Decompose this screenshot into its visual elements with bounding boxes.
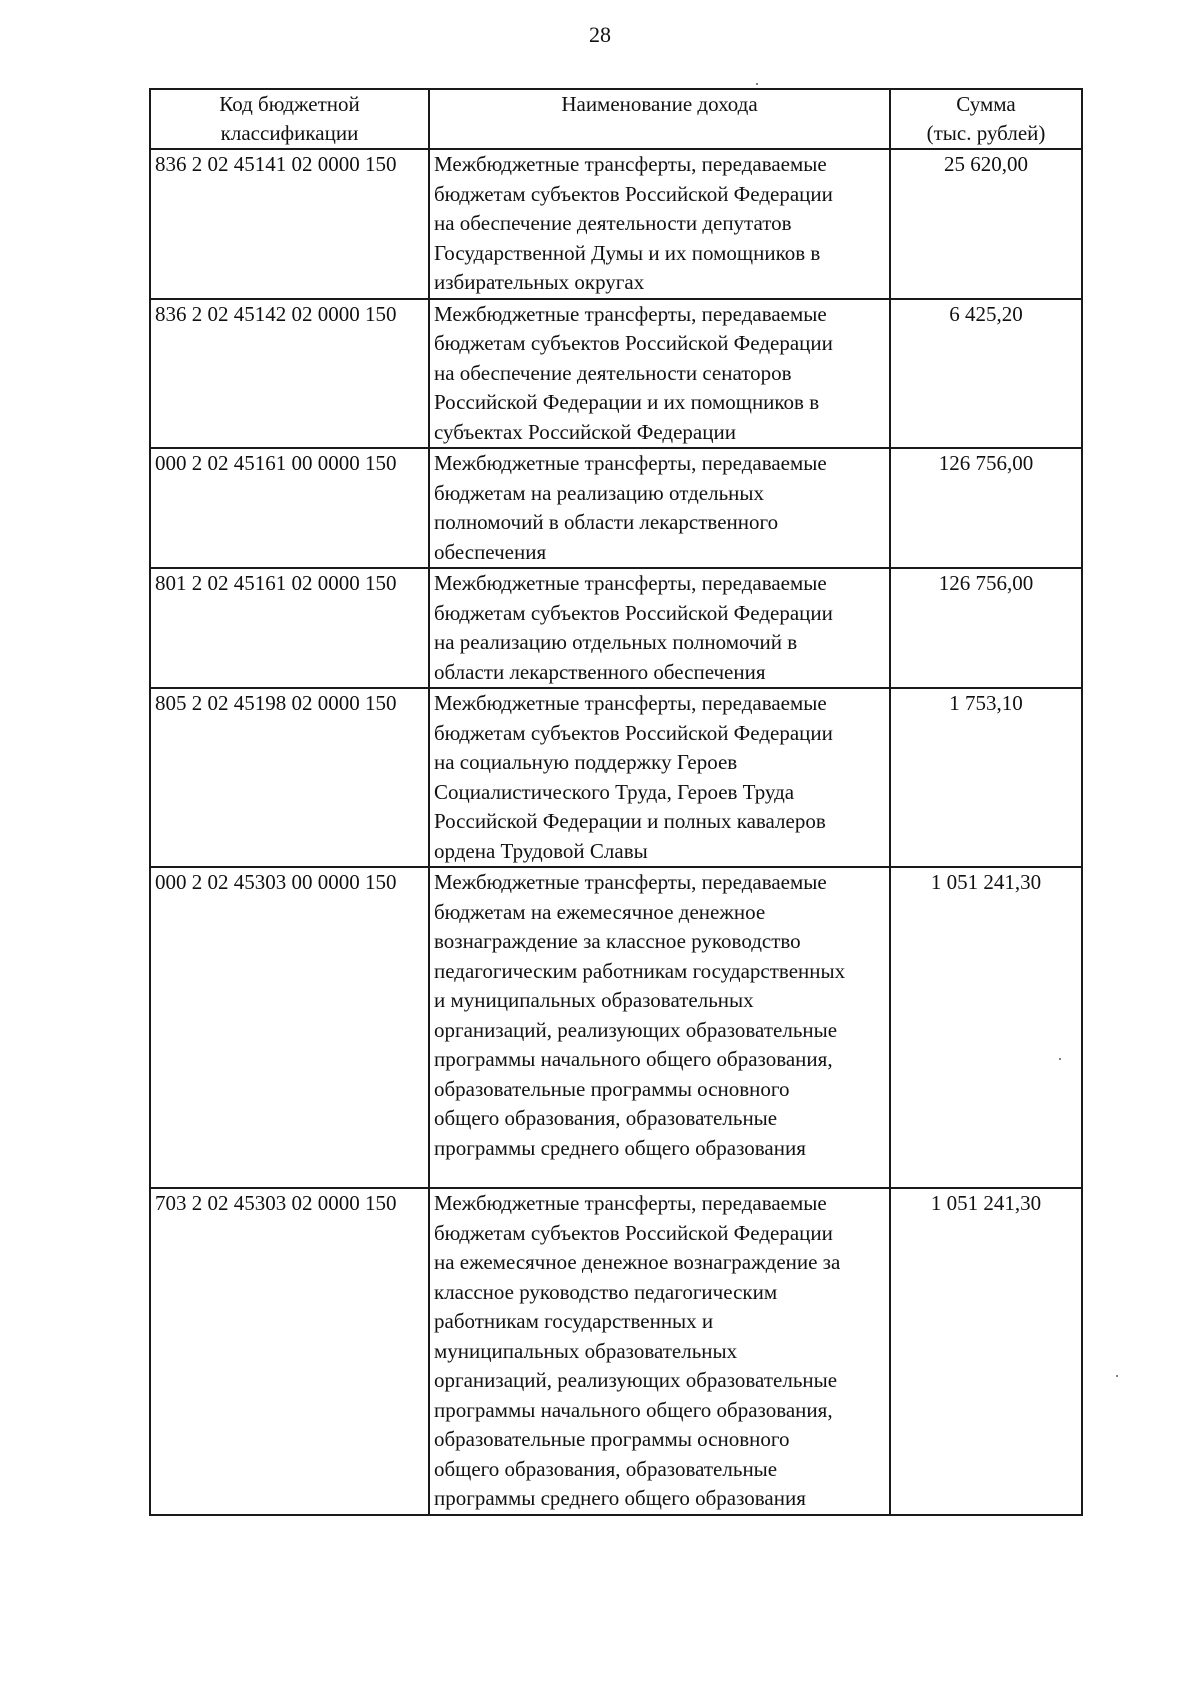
- revenue-name-line: организаций, реализующих образовательные: [434, 1017, 838, 1042]
- revenue-name-line: на ежемесячное денежное вознаграждение за: [434, 1250, 841, 1274]
- revenue-name-line: муниципальных образовательных: [434, 1338, 738, 1363]
- table-body: [150, 149, 1082, 1515]
- amount-cell: 1 051 241,30: [890, 1188, 1082, 1515]
- budget-code-cell: 000 2 02 45303 00 0000 150: [150, 867, 429, 1188]
- table-header-row: [150, 89, 1082, 149]
- revenue-name-line: на социальную поддержку Героев: [434, 750, 738, 774]
- revenue-name-line: обеспечения: [434, 539, 547, 564]
- revenue-name-cell: [429, 568, 890, 688]
- table-row: [150, 149, 1082, 299]
- revenue-name-line: образовательные программы основного: [434, 1427, 790, 1451]
- revenue-name-line: Социалистического Труда, Героев Труда: [434, 779, 795, 804]
- revenue-name-line: работникам государственных и: [434, 1309, 714, 1333]
- revenue-name-line: Российской Федерации и их помощников в: [434, 390, 820, 414]
- revenue-name-line: и муниципальных образовательных: [434, 988, 754, 1012]
- table-row: [150, 299, 1082, 449]
- revenue-name-cell: [429, 1188, 890, 1515]
- revenue-name-line: на обеспечение деятельности депутатов: [434, 211, 792, 235]
- revenue-name-line: бюджетам субъектов Российской Федерации: [434, 600, 833, 625]
- revenue-name-line: классное руководство педагогическим: [434, 1279, 778, 1304]
- revenue-name-line: бюджетам на ежемесячное денежное: [434, 899, 766, 924]
- revenue-name-line: вознаграждение за классное руководство: [434, 929, 801, 953]
- revenue-name-line: программы начального общего образования,: [434, 1047, 833, 1071]
- revenue-name-line: программы среднего общего образования: [434, 1486, 806, 1510]
- revenue-name-line: бюджетам субъектов Российской Федерации: [434, 181, 833, 206]
- revenue-name-cell: [429, 688, 890, 867]
- scan-speck: [756, 83, 758, 85]
- header-name: Наименование дохода: [429, 89, 890, 149]
- budget-code-cell: 703 2 02 45303 02 0000 150: [150, 1188, 429, 1515]
- revenue-name-line: на реализацию отдельных полномочий в: [434, 630, 798, 654]
- table-row: [150, 688, 1082, 867]
- revenue-name-line: Межбюджетные трансферты, передаваемые: [434, 691, 827, 715]
- revenue-name-line: избирательных округах: [434, 270, 645, 294]
- revenue-name-line: общего образования, образовательные: [434, 1456, 778, 1481]
- revenue-name-cell: [429, 867, 890, 1188]
- revenue-name-line: организаций, реализующих образовательные: [434, 1368, 838, 1392]
- revenue-name-line: Межбюджетные трансферты, передаваемые: [434, 870, 827, 894]
- revenue-name-cell: [429, 299, 890, 449]
- revenue-table: [149, 88, 1083, 1516]
- revenue-name-line: программы начального общего образования,: [434, 1397, 833, 1422]
- budget-code-cell: 836 2 02 45141 02 0000 150: [150, 149, 429, 299]
- amount-cell: 6 425,20: [890, 299, 1082, 449]
- revenue-name-line: педагогическим работникам государственных: [434, 958, 846, 983]
- revenue-name-line: бюджетам субъектов Российской Федерации: [434, 1220, 833, 1245]
- table-row: [150, 1188, 1082, 1515]
- revenue-name-line: Межбюджетные трансферты, передаваемые: [434, 301, 827, 326]
- amount-cell: 1 753,10: [890, 688, 1082, 867]
- table-row: [150, 867, 1082, 1188]
- revenue-name-line: образовательные программы основного: [434, 1076, 790, 1101]
- scan-speck: [1116, 1375, 1118, 1377]
- revenue-name-line: Государственной Думы и их помощников в: [434, 240, 821, 265]
- revenue-name-line: Межбюджетные трансферты, передаваемые: [434, 451, 827, 475]
- revenue-name-line: Межбюджетные трансферты, передаваемые: [434, 1191, 827, 1215]
- revenue-name-line: ордена Трудовой Славы: [434, 838, 648, 863]
- budget-code-cell: 805 2 02 45198 02 0000 150: [150, 688, 429, 867]
- revenue-name-cell: [429, 149, 890, 299]
- revenue-name-line: на обеспечение деятельности сенаторов: [434, 360, 792, 385]
- budget-code-cell: 000 2 02 45161 00 0000 150: [150, 448, 429, 568]
- revenue-name-line: бюджетам субъектов Российской Федерации: [434, 331, 833, 355]
- budget-code-cell: 836 2 02 45142 02 0000 150: [150, 299, 429, 449]
- revenue-name-line: Межбюджетные трансферты, передаваемые: [434, 571, 827, 595]
- amount-cell: 126 756,00: [890, 448, 1082, 568]
- revenue-name-line: программы среднего общего образования: [434, 1135, 806, 1160]
- amount-cell: 25 620,00: [890, 149, 1082, 299]
- revenue-name-line: бюджетам на реализацию отдельных: [434, 480, 765, 505]
- table-row: [150, 568, 1082, 688]
- header-sum: Сумма (тыс. рублей): [890, 89, 1082, 149]
- budget-code-cell: 801 2 02 45161 02 0000 150: [150, 568, 429, 688]
- page-number: 28: [589, 22, 611, 47]
- revenue-name-line: Межбюджетные трансферты, передаваемые: [434, 152, 827, 176]
- revenue-name-line: бюджетам субъектов Российской Федерации: [434, 720, 833, 745]
- header-code: Код бюджетной классификации: [150, 89, 429, 149]
- amount-cell: 126 756,00: [890, 568, 1082, 688]
- revenue-name-line: субъектах Российской Федерации: [434, 419, 736, 444]
- amount-cell: 1 051 241,30: [890, 867, 1082, 1188]
- revenue-name-line: области лекарственного обеспечения: [434, 659, 766, 684]
- revenue-name-line: Российской Федерации и полных кавалеров: [434, 809, 826, 833]
- table-row: [150, 448, 1082, 568]
- revenue-name-cell: [429, 448, 890, 568]
- revenue-name-line: общего образования, образовательные: [434, 1106, 778, 1130]
- revenue-name-line: полномочий в области лекарственного: [434, 510, 779, 534]
